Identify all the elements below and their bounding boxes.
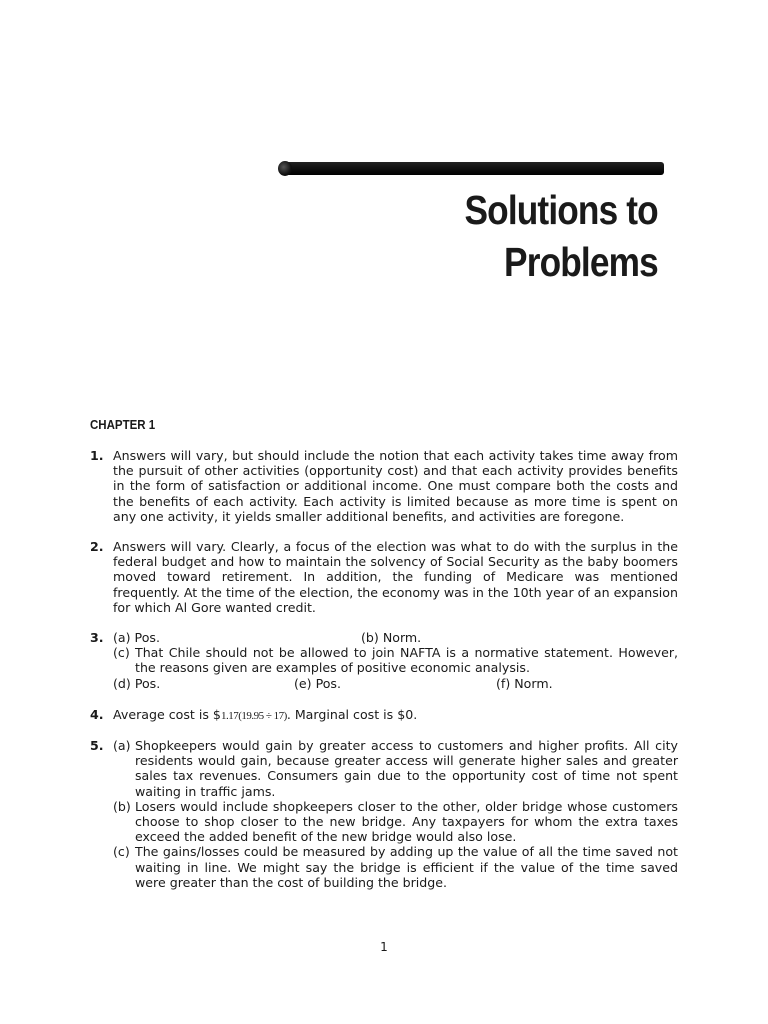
answer-label: (c) — [113, 844, 130, 860]
answer-row-ab — [113, 630, 678, 645]
problem-text: Average cost is $ — [113, 707, 221, 722]
problem-text-end: . Marginal cost is $0. — [286, 707, 418, 722]
rule-end-cap — [278, 161, 292, 176]
page-title — [465, 184, 658, 288]
problem-3 — [90, 630, 678, 691]
answer-text: Shopkeepers would gain by greater access to customers and higher profits. All city residents would gain, because greater access will generate higher sales and greater sales tax revenues. Consumers gain due to the opportunity cost of time not spent waiting in traffic jams. — [135, 738, 678, 799]
problem-1 — [90, 448, 678, 524]
chapter-heading: CHAPTER 1 — [90, 418, 156, 432]
answer-c — [113, 645, 678, 675]
problem-number: 5. — [90, 738, 104, 753]
problem-4 — [90, 707, 678, 724]
answer-b — [113, 799, 678, 845]
problem-number: 2. — [90, 539, 104, 554]
answer-label: (c) — [113, 645, 130, 661]
problem-text: Answers will vary, but should include the notion that each activity takes time away from the pursuit of other activities (opportunity cost) and that each activity provides benefits in the form of satisfaction or additional income. One must compare both the costs and the benefits of each activity. Each activity is limited because as more time is spent on any one activity, it yields smaller additional benefits, and activities are foregone. — [113, 448, 678, 524]
answer-f: (f) Norm. — [496, 675, 553, 691]
title-line-2: Problems — [504, 239, 658, 285]
answer-label: (a) — [113, 738, 131, 753]
answer-a — [113, 738, 678, 799]
answer-d: (d) Pos. — [113, 675, 161, 691]
answer-text: The gains/losses could be measured by adding up the value of all the time saved not waiting in line. We might say the bridge is efficient if the value of the time saved were greater than the cost of building the bridge. — [135, 844, 678, 890]
problem-text: Answers will vary. Clearly, a focus of the election was what to do with the surplus in the federal budget and how to maintain the solvency of Social Security as the baby boomers moved toward retirement. In addition, the funding of Medicare was mentioned frequently. At the time of the election, the economy was in the 10th year of an expansion for which Al Gore wanted credit. — [113, 539, 678, 615]
answer-b: (b) Norm. — [361, 630, 422, 645]
answer-a: (a) Pos. — [113, 630, 160, 645]
problem-number: 1. — [90, 448, 104, 463]
problem-5 — [90, 738, 678, 890]
answer-label: (b) — [113, 798, 131, 814]
answer-text: Losers would include shopkeepers closer to the other, older bridge whose customers choose to shop closer to the new bridge. Any taxpayers for whom the extra taxes exceed the added benefit of the new bridge would also lose. — [135, 798, 678, 845]
answer-e: (e) Pos. — [294, 675, 341, 691]
problem-number: 3. — [90, 630, 104, 645]
cost-formula: 1.17(19.95 ÷ 17) — [220, 710, 287, 722]
answer-row-def — [113, 676, 678, 691]
page-number: 1 — [380, 940, 388, 954]
title-line-1: Solutions to — [464, 187, 658, 233]
problem-2 — [90, 539, 678, 615]
answer-c — [113, 844, 678, 890]
answer-text: That Chile should not be allowed to join NAFTA is a normative statement. However, the reasons given are examples of positive economic analysis. — [135, 645, 678, 676]
problem-number: 4. — [90, 707, 104, 722]
decorative-rule — [282, 162, 664, 175]
